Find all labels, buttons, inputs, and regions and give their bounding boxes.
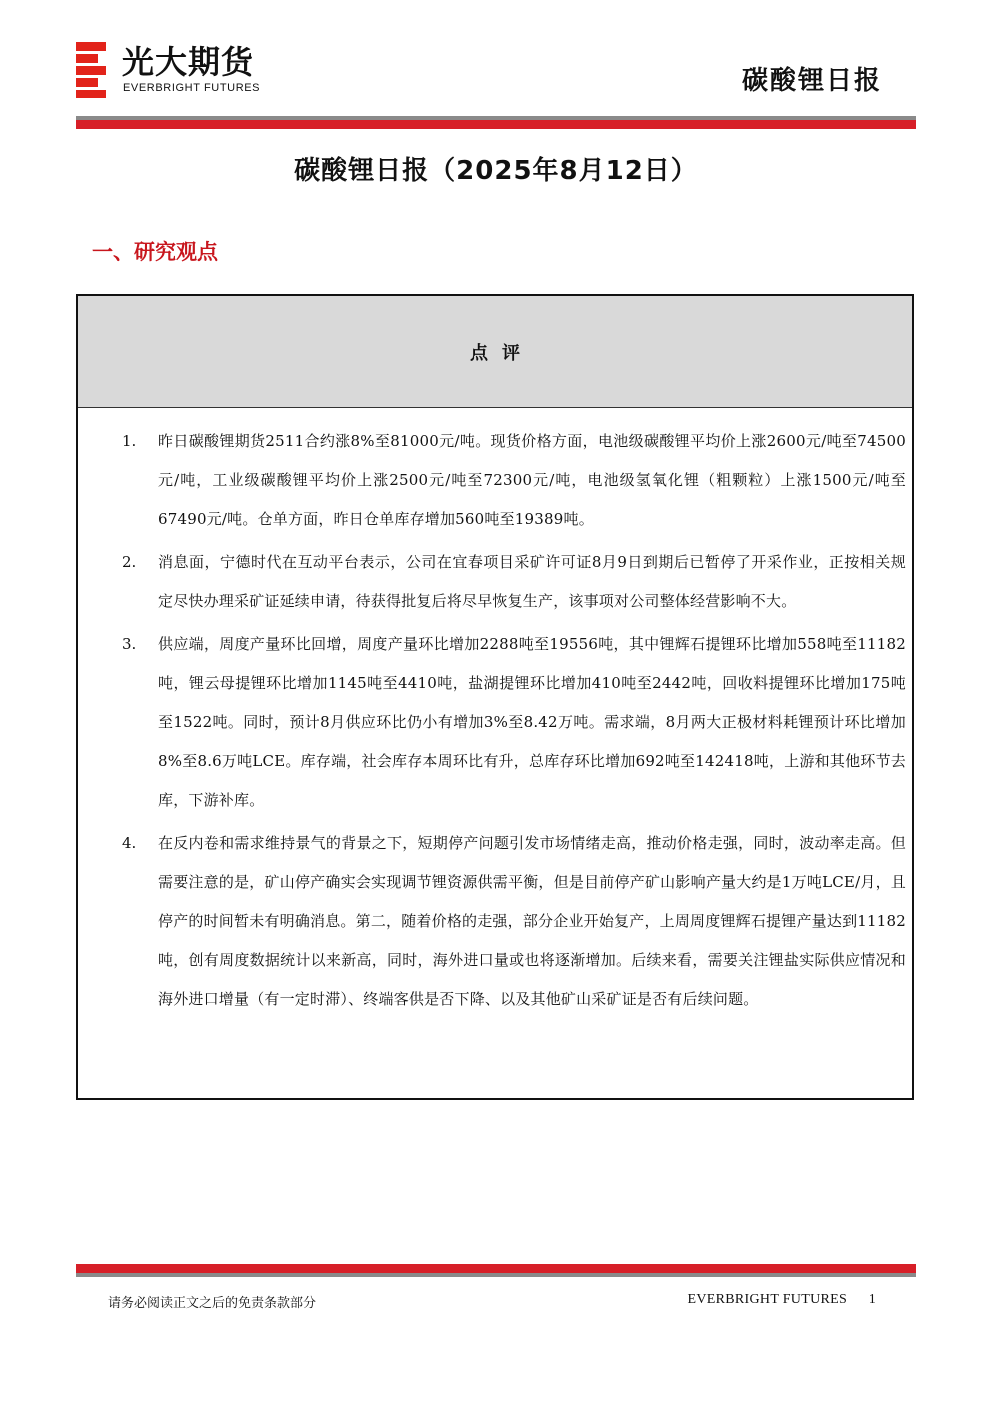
comment-list	[78, 422, 912, 1023]
comment-item	[78, 543, 912, 621]
company-logo	[76, 42, 286, 100]
logo-english-name: EVERBRIGHT FUTURES	[123, 82, 261, 94]
logo-chinese-name: 光大期货	[122, 43, 255, 81]
comment-box-title: 点评	[470, 342, 534, 364]
logo-mark-icon	[76, 42, 106, 98]
footer-brand: EVERBRIGHT FUTURES	[687, 1292, 848, 1307]
page-number: 1	[868, 1292, 876, 1307]
header-divider-red	[76, 120, 916, 129]
footer-disclaimer: 请务必阅读正文之后的免责条款部分	[108, 1296, 317, 1311]
item-number: 4.	[122, 834, 137, 852]
comment-box	[76, 294, 914, 1100]
item-text: 消息面，宁德时代在互动平台表示，公司在宜春项目采矿许可证8月9日到期后已暂停了开采作业，正按相关规定尽快办理采矿证延续申请，待获得批复后将尽早恢复生产，该事项对公司整体经营影响不大。	[158, 553, 906, 610]
item-text: 在反内卷和需求维持景气的背景之下，短期停产问题引发市场情绪走高，推动价格走强，同时，波动率走高。但需要注意的是，矿山停产确实会实现调节锂资源供需平衡，但是目前停产矿山影响产量大约是1万吨LCE/月，且停产的时间暂未有明确消息。第二，随着价格的走强，部分企业开始复产，上周周度锂辉石提锂产量达到11182吨，创有周度数据统计以来新高，同时，海外进口量或也将逐渐增加。后续来看，需要关注锂盐实际供应情况和海外进口增量（有一定时滞）、终端客供是否下降、以及其他矿山采矿证是否有后续问题。	[158, 834, 906, 1008]
comment-item	[78, 422, 912, 539]
footer-divider-gray	[76, 1273, 916, 1277]
item-text: 昨日碳酸锂期货2511合约涨8%至81000元/吨。现货价格方面，电池级碳酸锂平均价上涨2600元/吨至74500元/吨，工业级碳酸锂平均价上涨2500元/吨至72300元/吨，电池级氢氧化锂（粗颗粒）上涨1500元/吨至67490元/吨。仓单方面，昨日仓单库存增加560吨至19389吨。	[158, 432, 906, 528]
item-number: 2.	[122, 553, 137, 571]
footer-divider-red	[76, 1264, 916, 1273]
item-text: 供应端，周度产量环比回增，周度产量环比增加2288吨至19556吨，其中锂辉石提锂环比增加558吨至11182吨，锂云母提锂环比增加1145吨至4410吨，盐湖提锂环比增加410吨至2442吨，回收料提锂环比增加175吨至1522吨。同时，预计8月供应环比仍小有增加3%至8.42万吨。需求端，8月两大正极材料耗锂预计环比增加8%至8.6万吨LCE。库存端，社会库存本周环比有升，总库存环比增加692吨至142418吨，上游和其他环节去库，下游补库。	[158, 635, 906, 809]
comment-item	[78, 625, 912, 820]
comment-box-header	[78, 296, 912, 408]
section-heading: 一、研究观点	[92, 240, 218, 264]
comment-item	[78, 824, 912, 1019]
report-name: 碳酸锂日报	[741, 66, 882, 96]
footer-brand-page	[688, 1292, 876, 1308]
item-number: 1.	[122, 432, 137, 450]
document-title: 碳酸锂日报（2025年8月12日）	[294, 156, 698, 186]
item-number: 3.	[122, 635, 137, 653]
